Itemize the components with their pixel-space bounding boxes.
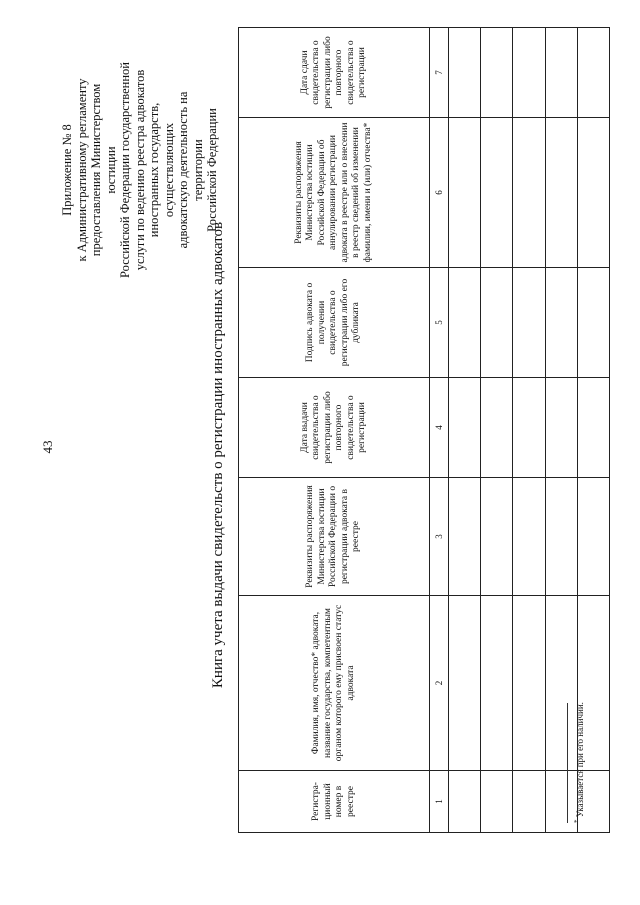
footnote — [573, 523, 585, 823]
table-cell — [481, 596, 513, 771]
footnote-mark: * — [573, 819, 581, 823]
table-cell — [577, 118, 609, 268]
header-cell: Реквизиты распоряжения Министерства юстиции Российской Федерации об аннулировании регистрации адвоката в реестре или о внесении в реестр сведений об изменении фамилии, имени и (или) отчества* — [239, 118, 430, 268]
annex-line: адвокатскую деятельность на территории — [176, 91, 205, 249]
table-cell — [577, 378, 609, 478]
header-cell: Дата сдачи свидетельства о регистрации либо повторного свидетельства о регистрации — [239, 28, 430, 118]
table-cell — [513, 771, 545, 833]
table-cell — [577, 28, 609, 118]
annex-line: Российской Федерации — [205, 108, 219, 232]
table-row — [481, 28, 513, 833]
table-body — [449, 28, 610, 833]
annex-line: Российской Федерации государственной — [118, 62, 132, 278]
column-number: 2 — [430, 596, 449, 771]
table-cell — [513, 268, 545, 378]
table-row — [449, 28, 481, 833]
table-cell — [545, 378, 577, 478]
table-cell — [481, 771, 513, 833]
registry-table — [238, 27, 610, 833]
header-cell: Дата выдачи свидетельства о регистрации либо повторного свидетельства о регистрации — [239, 378, 430, 478]
table-cell — [513, 378, 545, 478]
table-cell — [449, 268, 481, 378]
table-cell — [481, 378, 513, 478]
header-cell: Реквизиты распоряжения Министерства юстиции Российской Федерации о регистрации адвоката в реестре — [239, 478, 430, 596]
table-cell — [513, 118, 545, 268]
annex-line: к Административному регламенту — [74, 78, 89, 262]
table-cell — [449, 378, 481, 478]
table-cell — [481, 478, 513, 596]
table-cell — [481, 118, 513, 268]
document-title: Книга учета выдачи свидетельств о регистрации иностранных адвокатов — [210, 221, 226, 689]
table-row — [513, 28, 545, 833]
annex-line: предоставления Министерством юстиции — [89, 83, 118, 257]
column-number: 3 — [430, 478, 449, 596]
footnote-text: Указывается при его наличии. — [575, 702, 585, 818]
table-cell — [449, 771, 481, 833]
annex-line: услуги по ведению реестра адвокатов — [132, 69, 147, 271]
table-cell — [481, 28, 513, 118]
table-cell — [513, 28, 545, 118]
header-cell: Подпись адвоката о получении свидетельства о регистрации либо его дубликата — [239, 268, 430, 378]
column-number-row — [430, 28, 449, 833]
table-cell — [545, 118, 577, 268]
column-number: 1 — [430, 771, 449, 833]
table-cell — [577, 268, 609, 378]
table-cell — [513, 478, 545, 596]
footnote-divider — [567, 703, 568, 823]
table-cell — [449, 596, 481, 771]
page-number: 43 — [40, 440, 55, 454]
annex-line: Приложение № 8 — [60, 124, 74, 216]
header-cell: Фамилия, имя, отчество* адвоката, название государства, компетентным органом которого ему присвоен статус адвоката — [239, 596, 430, 771]
column-number: 5 — [430, 268, 449, 378]
annex-block — [60, 60, 220, 280]
column-number: 6 — [430, 118, 449, 268]
table-cell — [449, 28, 481, 118]
column-number: 4 — [430, 378, 449, 478]
table-cell — [545, 268, 577, 378]
table-cell — [449, 478, 481, 596]
table-header-row — [239, 28, 430, 833]
table-cell — [481, 268, 513, 378]
column-number: 7 — [430, 28, 449, 118]
table-cell — [449, 118, 481, 268]
annex-line: иностранных государств, осуществляющих — [147, 102, 176, 238]
header-cell: Регистра-ционный номер в реестре — [239, 771, 430, 833]
table-cell — [513, 596, 545, 771]
table-cell — [545, 28, 577, 118]
